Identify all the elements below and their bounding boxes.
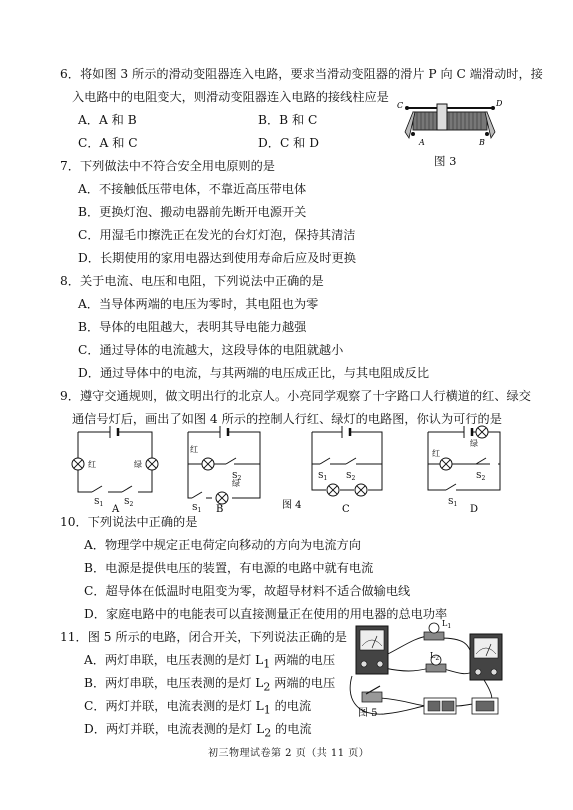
q6-option-b: B．B 和 C xyxy=(258,113,318,127)
rheostat-figure xyxy=(393,98,505,150)
q11-number: 11． xyxy=(60,630,88,644)
circuit-d-red-label: 红 xyxy=(432,449,440,458)
figure-3-caption: 图 3 xyxy=(434,154,457,168)
q10-option-a: A．物理学中规定正电荷定向移动的方向为电流方向 xyxy=(84,538,361,552)
terminal-a-label: A xyxy=(419,138,425,147)
circuit-c-letter: C xyxy=(342,504,350,514)
q10-number: 10． xyxy=(60,515,88,529)
q10-option-c: C．超导体在低温时电阻变为零，故超导材料不适合做输电线 xyxy=(84,584,411,598)
green-lamp-icon xyxy=(146,458,158,470)
circuit-b-letter: B xyxy=(216,504,224,514)
figure-4-caption: 图 4 xyxy=(282,500,302,511)
q7-option-c: C．用湿毛巾擦洗正在发光的台灯灯泡，保持其清洁 xyxy=(78,228,356,242)
q6-stem-2: 入电路中的电阻变大，则滑动变阻器连入电路的接线柱应是 xyxy=(72,90,389,104)
circuit-figure-5 xyxy=(344,616,514,722)
terminal-d-label: D xyxy=(496,99,503,108)
red-lamp-icon xyxy=(440,458,452,470)
meter-right-icon xyxy=(470,634,502,680)
green-lamp-icon xyxy=(216,492,228,504)
q10-line xyxy=(60,514,197,530)
q9-number: 9． xyxy=(60,389,80,403)
circuit-b xyxy=(188,426,260,504)
circuit-b-s2: $S_2$ xyxy=(232,471,242,482)
q7-line xyxy=(60,158,275,174)
switch-icon xyxy=(362,686,382,702)
q6-stem-1: 将如图 3 所示的滑动变阻器连入电路，要求当滑动变阻器的滑片 P 向 C 端滑动时，接 xyxy=(79,67,543,81)
q7-option-a: A．不接触低压带电体，不靠近高压带电体 xyxy=(78,182,307,196)
red-lamp-icon xyxy=(202,458,214,470)
q8-number: 8． xyxy=(60,274,80,288)
meter-left-icon xyxy=(356,626,388,674)
circuit-c-s1: $S_1$ xyxy=(318,471,328,482)
q9-line1 xyxy=(60,388,531,404)
figure-5-caption: 图 5 xyxy=(358,708,378,719)
q11-option-c: C．两灯并联，电流表测的是灯 $L_1$ 的电流 xyxy=(84,699,312,717)
bulb-l1-icon xyxy=(424,623,444,640)
q11-option-a: A．两灯串联，电压表测的是灯 $L_1$ 两端的电压 xyxy=(84,653,336,671)
q11-option-b: B．两灯串联，电压表测的是灯 $L_2$ 两端的电压 xyxy=(84,676,336,694)
circuit-c xyxy=(312,426,382,496)
green-lamp-icon xyxy=(476,426,488,438)
circuit-b-red-label: 红 xyxy=(190,445,198,454)
q11-option-d: D．两灯并联，电流表测的是灯 $L_2$ 的电流 xyxy=(84,722,312,740)
red-lamp-icon xyxy=(72,458,84,470)
red-lamp-icon xyxy=(327,484,339,496)
q8-option-b: B．导体的电阻越大，表明其导电能力越强 xyxy=(78,320,307,334)
q6-number: 6． xyxy=(60,67,80,81)
page-footer: 初三物理试卷第 2 页（共 11 页） xyxy=(208,748,370,759)
circuit-a xyxy=(72,426,158,492)
circuit-a-red-label: 红 xyxy=(88,460,96,469)
circuit-c-s2: $S_2$ xyxy=(346,471,356,482)
q6-option-c: C．A 和 C xyxy=(78,136,138,150)
q7-number: 7． xyxy=(60,159,80,173)
q7-stem: 下列做法中不符合安全用电原则的是 xyxy=(79,159,275,173)
circuit-figure-4 xyxy=(66,424,526,514)
q11-line xyxy=(60,629,347,645)
terminal-b-label: B xyxy=(479,138,485,147)
q8-option-c: C．通过导体的电流越大，这段导体的电阻就越小 xyxy=(78,343,344,357)
q10-stem: 下列说法中正确的是 xyxy=(87,515,198,529)
q7-option-d: D．长期使用的家用电器达到使用寿命后应及时更换 xyxy=(78,251,356,265)
q8-option-a: A．当导体两端的电压为零时，其电阻也为零 xyxy=(78,297,319,311)
circuit-a-s2: $S_2$ xyxy=(124,497,134,508)
circuit-a-s1: $S_1$ xyxy=(94,497,104,508)
circuit-d-s1: $S_1$ xyxy=(448,497,458,508)
circuit-b-green-label: 绿 xyxy=(232,479,240,488)
circuit-a-green-label: 绿 xyxy=(134,460,142,469)
green-lamp-icon xyxy=(355,484,367,496)
q10-option-b: B．电源是提供电压的装置，有电源的电路中就有电流 xyxy=(84,561,374,575)
bulb-l2-label: $L_2$ xyxy=(430,651,440,662)
circuit-d-green-label: 绿 xyxy=(470,439,478,448)
circuit-b-s1: $S_1$ xyxy=(192,503,202,514)
q9-stem-1: 遵守交通规则，做文明出行的北京人。小亮同学观察了十字路口人行横道的红、绿交 xyxy=(79,389,531,403)
q8-line xyxy=(60,273,324,289)
bulb-l1-label: $L_1$ xyxy=(442,619,452,630)
q8-option-d: D．通过导体中的电流，与其两端的电压成正比，与其电阻成反比 xyxy=(78,366,430,380)
circuit-d-s2: $S_2$ xyxy=(476,471,486,482)
q7-option-b: B．更换灯泡、搬动电器前先断开电源开关 xyxy=(78,205,307,219)
q9-stem-2: 通信号灯后，画出了如图 4 所示的控制人行红、绿灯的电路图，你认为可行的是 xyxy=(72,412,502,426)
terminal-c-label: C xyxy=(397,101,404,110)
circuit-d-letter: D xyxy=(470,504,479,514)
q6-line1 xyxy=(60,66,543,82)
q11-stem: 图 5 所示的电路，闭合开关，下列说法正确的是 xyxy=(87,630,347,644)
circuit-d xyxy=(428,426,500,490)
q6-option-a: A．A 和 B xyxy=(78,113,137,127)
q6-option-d: D．C 和 D xyxy=(258,136,319,150)
q10-option-d: D．家庭电路中的电能表可以直接测量正在使用的用电器的总电功率 xyxy=(84,607,448,621)
circuit-a-letter: A xyxy=(112,504,120,514)
q8-stem: 关于电流、电压和电阻，下列说法中正确的是 xyxy=(79,274,324,288)
